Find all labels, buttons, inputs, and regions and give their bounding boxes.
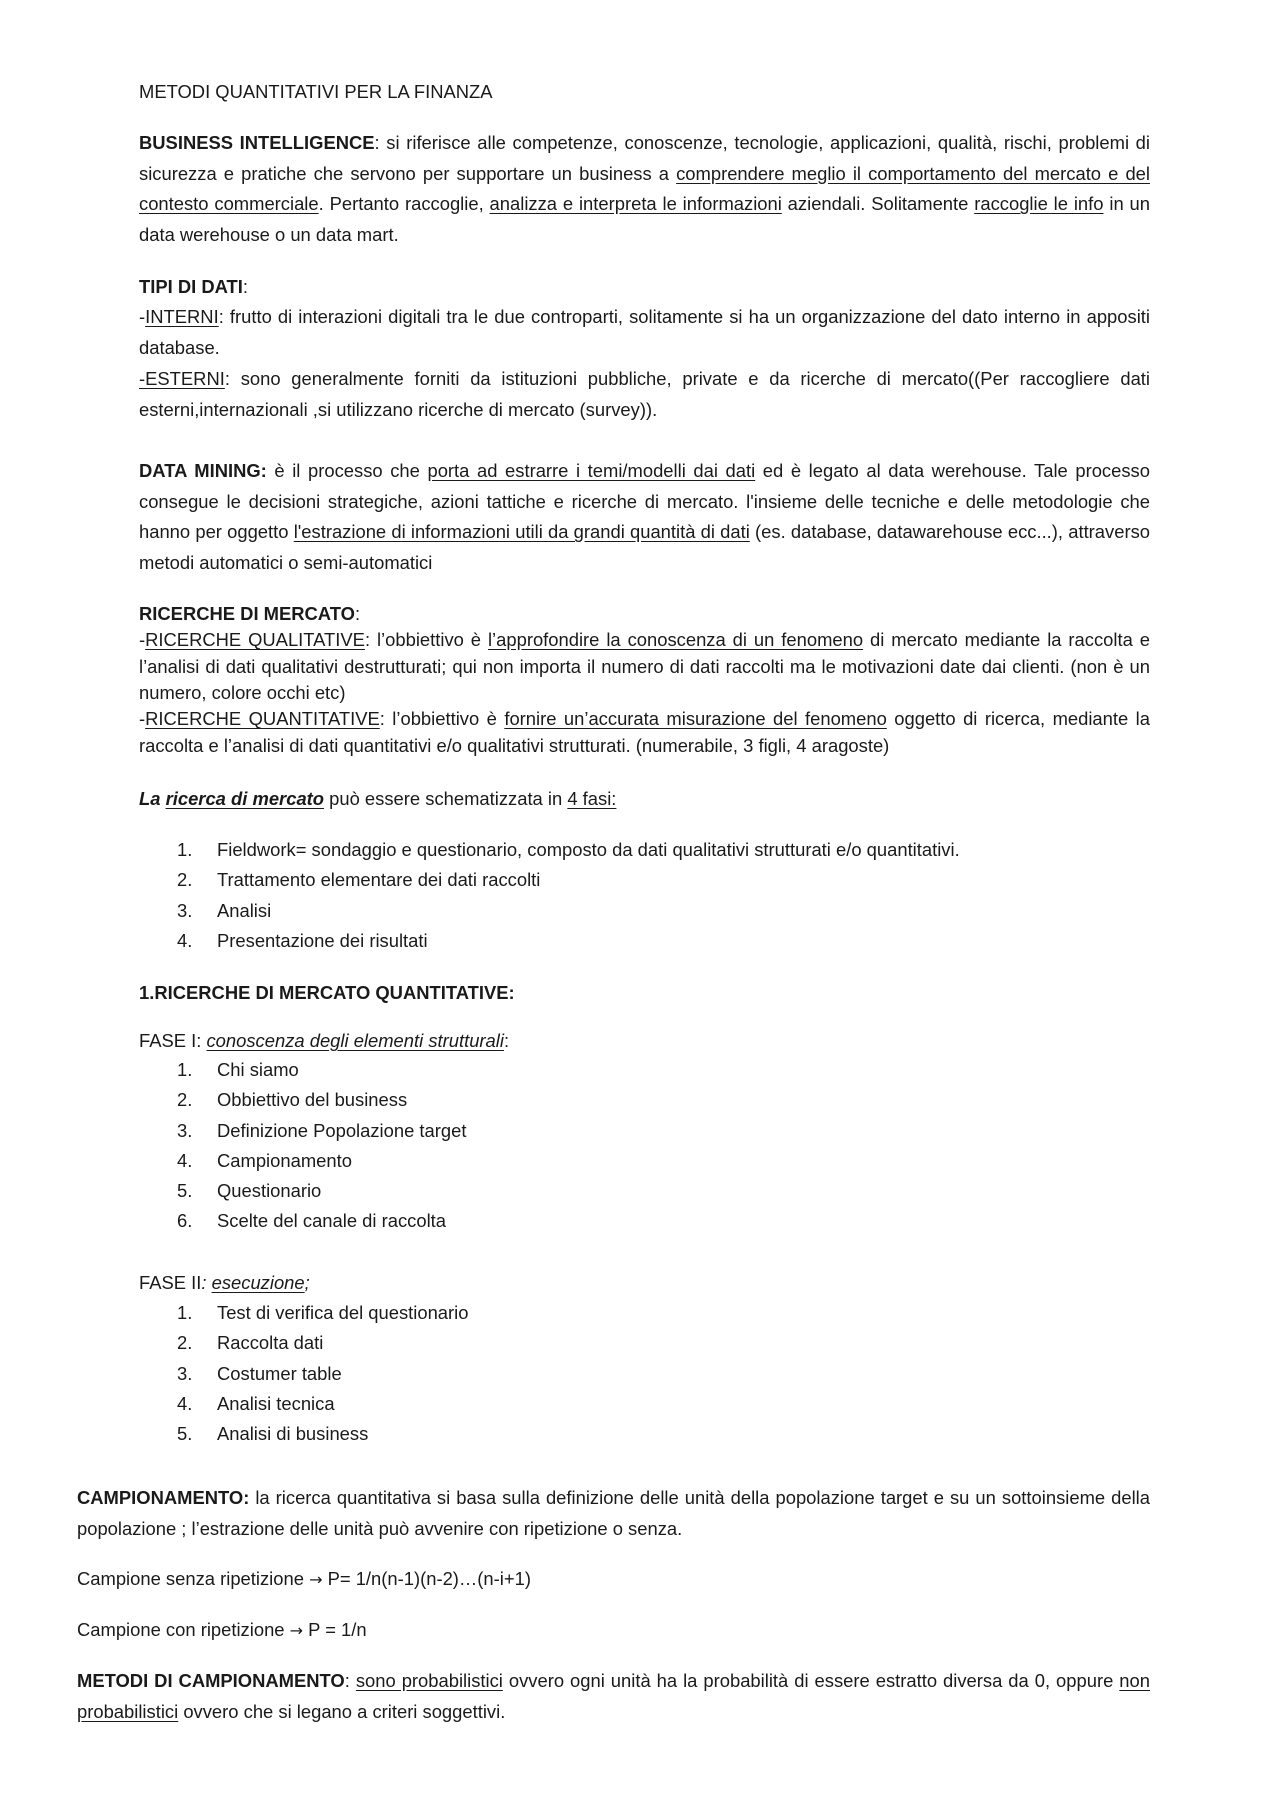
list-item: 3. Definizione Popolazione target	[177, 1119, 467, 1141]
heading-fase-1: FASE I: conoscenza degli elementi strutturali:	[139, 1030, 510, 1051]
list-item: 1. Fieldwork= sondaggio e questionario, composto da dati qualitativi strutturati e/o quantitativi.	[177, 839, 960, 860]
list-item: 2. Obbiettivo del business	[177, 1089, 408, 1111]
list-fasi	[139, 835, 1150, 956]
paragraph-ricerche-qualitative: -RICERCHE QUALITATIVE: l’obbiettivo è l’approfondire la conoscenza di un fenomeno di mercato mediante la raccolta e l’analisi di dati qualitativi destrutturati; qui non importa il numero di dati raccolti ma le motivazioni date dai clienti. (non è un numero, colore occhi etc)	[139, 629, 1150, 703]
heading-fase-2: FASE II: esecuzione;	[139, 1272, 310, 1293]
list-item: 1. Test di verifica del questionario	[177, 1302, 469, 1323]
list-item: 6. Scelte del canale di raccolta	[177, 1210, 446, 1232]
heading-tipi-di-dati: TIPI DI DATI:	[139, 276, 248, 297]
arrow-right-icon: →	[289, 1621, 304, 1640]
term-interni: INTERNI	[145, 306, 219, 327]
list-item: 3. Analisi	[177, 899, 272, 921]
heading-ricerche-quantitative: 1.RICERCHE DI MERCATO QUANTITATIVE:	[139, 982, 515, 1003]
paragraph-data-mining: DATA MINING: è il processo che porta ad estrarre i temi/modelli dai dati ed è legato al data werehouse. Tale processo consegue le decisioni strategiche, azioni tattiche e ricerche di mercato. l'insieme delle tecniche e delle metodologie che hanno per oggetto l'estrazione di informazioni utili da grandi quantità di dati (es. database, datawarehouse ecc...), attraverso metodi automatici o semi-automatici	[139, 460, 1150, 573]
list-item: 5. Analisi di business	[177, 1423, 369, 1445]
list-item: 3. Costumer table	[177, 1362, 342, 1384]
list-item: 2. Trattamento elementare dei dati raccolti	[177, 869, 541, 891]
formula-senza-ripetizione: Campione senza ripetizione → P= 1/n(n-1)(n-2)…(n-i+1)	[77, 1568, 531, 1589]
formula-con-ripetizione: Campione con ripetizione → P = 1/n	[77, 1619, 367, 1640]
arrow-right-icon: →	[309, 1570, 323, 1589]
list-item: 2. Raccolta dati	[177, 1332, 324, 1354]
term-ricerche-quantitative: RICERCHE QUANTITATIVE	[145, 708, 380, 729]
paragraph-metodi-campionamento: METODI DI CAMPIONAMENTO: sono probabilistici ovvero ogni unità ha la probabilità di essere estratto diversa da 0, oppure non probabilistici ovvero che si legano a criteri soggettivi.	[77, 1670, 1150, 1722]
list-item: 4. Campionamento	[177, 1149, 352, 1171]
term-metodi-campionamento: METODI DI CAMPIONAMENTO	[77, 1670, 345, 1691]
paragraph-interni: -INTERNI: frutto di interazioni digitali tra le due controparti, solitamente si ha un organizzazione del dato interno in appositi database.	[139, 306, 1150, 358]
list-item: 4. Analisi tecnica	[177, 1392, 335, 1414]
term-campionamento: CAMPIONAMENTO:	[77, 1487, 250, 1508]
document-title: METODI QUANTITATIVI PER LA FINANZA	[139, 81, 493, 102]
list-item: 4. Presentazione dei risultati	[177, 929, 428, 951]
term-data-mining: DATA MINING:	[139, 460, 267, 481]
term-ricerche-qualitative: RICERCHE QUALITATIVE	[145, 629, 365, 650]
list-fase-1	[139, 1055, 1150, 1237]
paragraph-campionamento: CAMPIONAMENTO: la ricerca quantitativa si basa sulla definizione delle unità della popolazione target e su un sottoinsieme della popolazione ; l’estrazione delle unità può avvenire con ripetizione o senza.	[77, 1487, 1150, 1539]
paragraph-esterni: -ESTERNI: sono generalmente forniti da istituzioni pubbliche, private e da ricerche di mercato((Per raccogliere dati esterni,internazionali ,si utilizzano ricerche di mercato (survey)).	[139, 368, 1150, 420]
term-esterni: -ESTERNI	[139, 368, 225, 389]
list-item: 1. Chi siamo	[177, 1059, 299, 1080]
paragraph-ricerche-quantitative: -RICERCHE QUANTITATIVE: l’obbiettivo è fornire un’accurata misurazione del fenomeno oggetto di ricerca, mediante la raccolta e l’analisi di dati quantitativi e/o qualitativi strutturati. (numerabile, 3 figli, 4 aragoste)	[139, 708, 1150, 756]
list-item: 5. Questionario	[177, 1180, 322, 1202]
term-business-intelligence: BUSINESS INTELLIGENCE	[139, 132, 375, 153]
paragraph-business-intelligence: BUSINESS INTELLIGENCE: si riferisce alle competenze, conoscenze, tecnologie, applicazioni, qualità, rischi, problemi di sicurezza e pratiche che servono per supportare un business a comprendere meglio il comportamento del mercato e del contesto commerciale. Pertanto raccoglie, analizza e interpreta le informazioni aziendali. Solitamente raccoglie le info in un data werehouse o un data mart.	[139, 132, 1150, 245]
list-fase-2	[139, 1298, 1150, 1449]
paragraph-fasi-intro: La ricerca di mercato può essere schematizzata in 4 fasi:	[139, 788, 617, 809]
heading-ricerche-di-mercato: RICERCHE DI MERCATO:	[139, 603, 361, 624]
